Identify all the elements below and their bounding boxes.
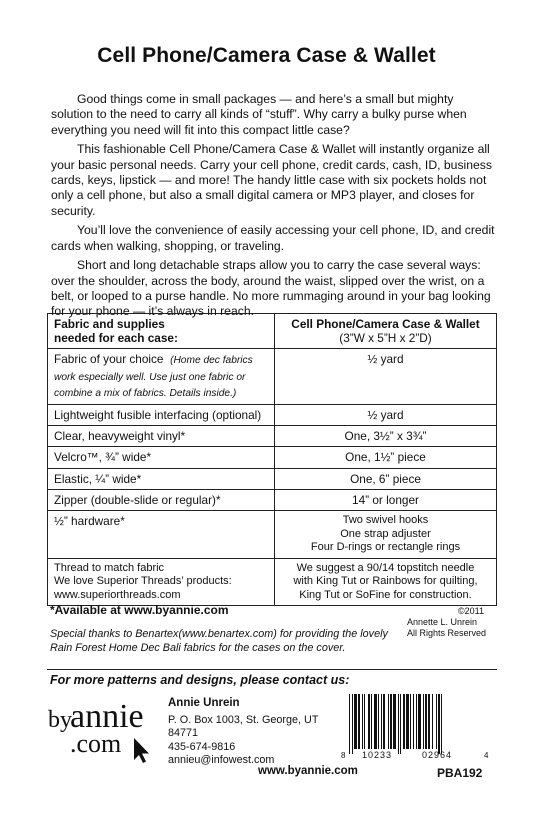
barcode-bars (349, 694, 442, 754)
logo-by: by (48, 707, 72, 733)
item-line: www.superiorthreads.com (54, 588, 181, 601)
barcode-digit-right: 4 (484, 751, 489, 760)
table-row (48, 489, 497, 510)
table-row (48, 405, 497, 426)
cursor-arrow-icon (134, 738, 149, 763)
table-row (48, 349, 497, 405)
barcode-bar (393, 694, 396, 749)
contact-phone: 435-674-9816 (168, 740, 236, 753)
barcode-bar (352, 694, 353, 754)
website-link[interactable]: www.byannie.com (258, 765, 358, 777)
supply-amount: One, 1½” piece (275, 447, 497, 468)
table-row (48, 468, 497, 489)
intro-text (51, 92, 495, 324)
supply-amount (275, 511, 497, 559)
amount-line: One strap adjuster (340, 527, 431, 540)
table-row (48, 447, 497, 468)
barcode-bar (371, 694, 372, 749)
table-header-supplies (48, 314, 275, 349)
barcode (341, 692, 491, 762)
header-line: needed for each case: (54, 331, 178, 346)
table-row (48, 558, 497, 606)
supply-item: Lightweight fusible interfacing (optional) (48, 405, 275, 426)
barcode-bar (383, 694, 385, 749)
amount-line: Two swivel hooks (342, 514, 429, 527)
amount-line: with King Tut or Rainbows for quilting, (293, 575, 478, 588)
copyright-block (407, 606, 486, 639)
barcode-bar (349, 694, 350, 754)
supply-amount: ½ yard (275, 405, 497, 426)
intro-paragraph: You’ll love the convenience of easily accessing your cell phone, ID, and credit cards when walking, shopping, or traveling. (51, 223, 495, 253)
logo-annie: annie (70, 698, 144, 735)
header-product-title: Cell Phone/Camera Case & Wallet (291, 317, 480, 331)
table-header-row (48, 314, 497, 349)
header-line: Fabric and supplies (54, 317, 165, 331)
barcode-bar (354, 694, 357, 749)
barcode-bar (416, 694, 417, 749)
intro-paragraph: This fashionable Cell Phone/Camera Case & Wallet will instantly organize all your basic personal needs. Carry your cell phone, credit cards, cash, ID, business cards, keys, lipstick — and more! The handy little case with six pockets holds not only a cell phone, but also a small digital camera or MP3 player, and closes for security. (51, 142, 492, 218)
barcode-digits-group2: 02964 (421, 750, 453, 760)
barcode-bar (423, 694, 424, 749)
contact-address (168, 697, 318, 768)
table-row (48, 511, 497, 559)
barcode-digit-left: 8 (341, 751, 346, 760)
barcode-bar (418, 694, 421, 749)
barcode-bar (425, 694, 427, 749)
table-header-product (275, 314, 497, 349)
product-code: PBA192 (437, 766, 483, 780)
supply-amount: One, 6” piece (275, 468, 497, 489)
thanks-note: Special thanks to Benartex(www.benartex.com) for providing the lovely Rain Forest Home Dec Bali fabrics for the cases on the cover. (50, 628, 388, 654)
barcode-bar (362, 694, 363, 749)
supplies-table (47, 313, 497, 606)
barcode-bar (368, 694, 370, 749)
supply-item (48, 349, 275, 405)
barcode-bar (441, 694, 442, 754)
intro-paragraph: Short and long detachable straps allow you to carry the case several ways: over the shoulder, across the body, around the waist, slipped over the wrist, on a belt, or looped to a purse handle. No more rummaging around in your bag looking for your phone — it’s always in reach. (51, 258, 491, 319)
table-row (48, 426, 497, 447)
item-line: Thread to match fabric (54, 561, 165, 574)
divider (47, 669, 497, 670)
barcode-bar (388, 694, 389, 749)
barcode-bar (432, 694, 433, 749)
supply-amount: One, 3½” x 3¾” (275, 426, 497, 447)
barcode-bar (410, 694, 411, 749)
supply-item: Velcro™, ¾” wide* (48, 447, 275, 468)
supply-item: Clear, heavyweight vinyl* (48, 426, 275, 447)
copyright-author: Annette L. Unrein (406, 617, 478, 627)
barcode-bar (428, 694, 430, 749)
supply-item-label: Fabric of your choice (54, 352, 164, 367)
contact-heading: For more patterns and designs, please contact us: (50, 673, 350, 687)
barcode-bar (378, 694, 379, 749)
barcode-bar (358, 694, 360, 749)
contact-name: Annie Unrein (168, 697, 240, 709)
barcode-bar (398, 694, 399, 754)
barcode-bar (413, 694, 414, 749)
copyright-rights: All Rights Reserved (406, 628, 486, 638)
barcode-bar (374, 694, 377, 749)
item-line: We love Superior Threads’ products: (54, 575, 232, 588)
barcode-bar (400, 694, 401, 754)
amount-line: We suggest a 90/14 topstitch needle (296, 561, 475, 574)
availability-note: *Available at www.byannie.com (50, 603, 229, 617)
copyright-year: ©2011 (458, 606, 484, 616)
barcode-digits-group1: 10233 (361, 750, 393, 760)
supply-item: Zipper (double-slide or regular)* (48, 489, 275, 510)
supply-amount: 14” or longer (275, 489, 497, 510)
barcode-bar (406, 694, 409, 749)
barcode-bar (364, 694, 365, 749)
barcode-bar (438, 694, 440, 754)
barcode-bar (390, 694, 392, 749)
amount-line: Four D-rings or rectangle rings (310, 541, 461, 554)
byannie-logo (48, 694, 158, 764)
amount-line: King Tut or SoFine for construction. (299, 588, 472, 601)
barcode-bar (436, 694, 437, 749)
address-line: 84771 (168, 727, 199, 740)
page-title: Cell Phone/Camera Case & Wallet (97, 44, 436, 67)
supply-item (48, 558, 275, 606)
barcode-bar (381, 694, 382, 749)
contact-email: annieu@infowest.com (168, 754, 275, 767)
barcode-bar (403, 694, 405, 749)
intro-paragraph: Good things come in small packages — and here’s a small but mighty solution to the need to carry all kinds of “stuff”. Why carry a bulky purse when everything you need will fit into this compact little case? (51, 92, 467, 137)
header-product-dimensions: (3”W x 5”H x 2”D) (339, 331, 432, 346)
address-line: P. O. Box 1003, St. George, UT (168, 713, 319, 726)
logo-com: .com (70, 729, 122, 758)
supply-amount (275, 558, 497, 606)
supply-item-note: (Home dec fabrics work especially well. Use just one fabric or combine a mix of fabrics. Details inside.) (54, 355, 253, 399)
supply-item: Elastic, ¼” wide* (48, 468, 275, 489)
supply-amount: ½ yard (275, 349, 497, 405)
supply-item: ½” hardware* (48, 511, 275, 559)
